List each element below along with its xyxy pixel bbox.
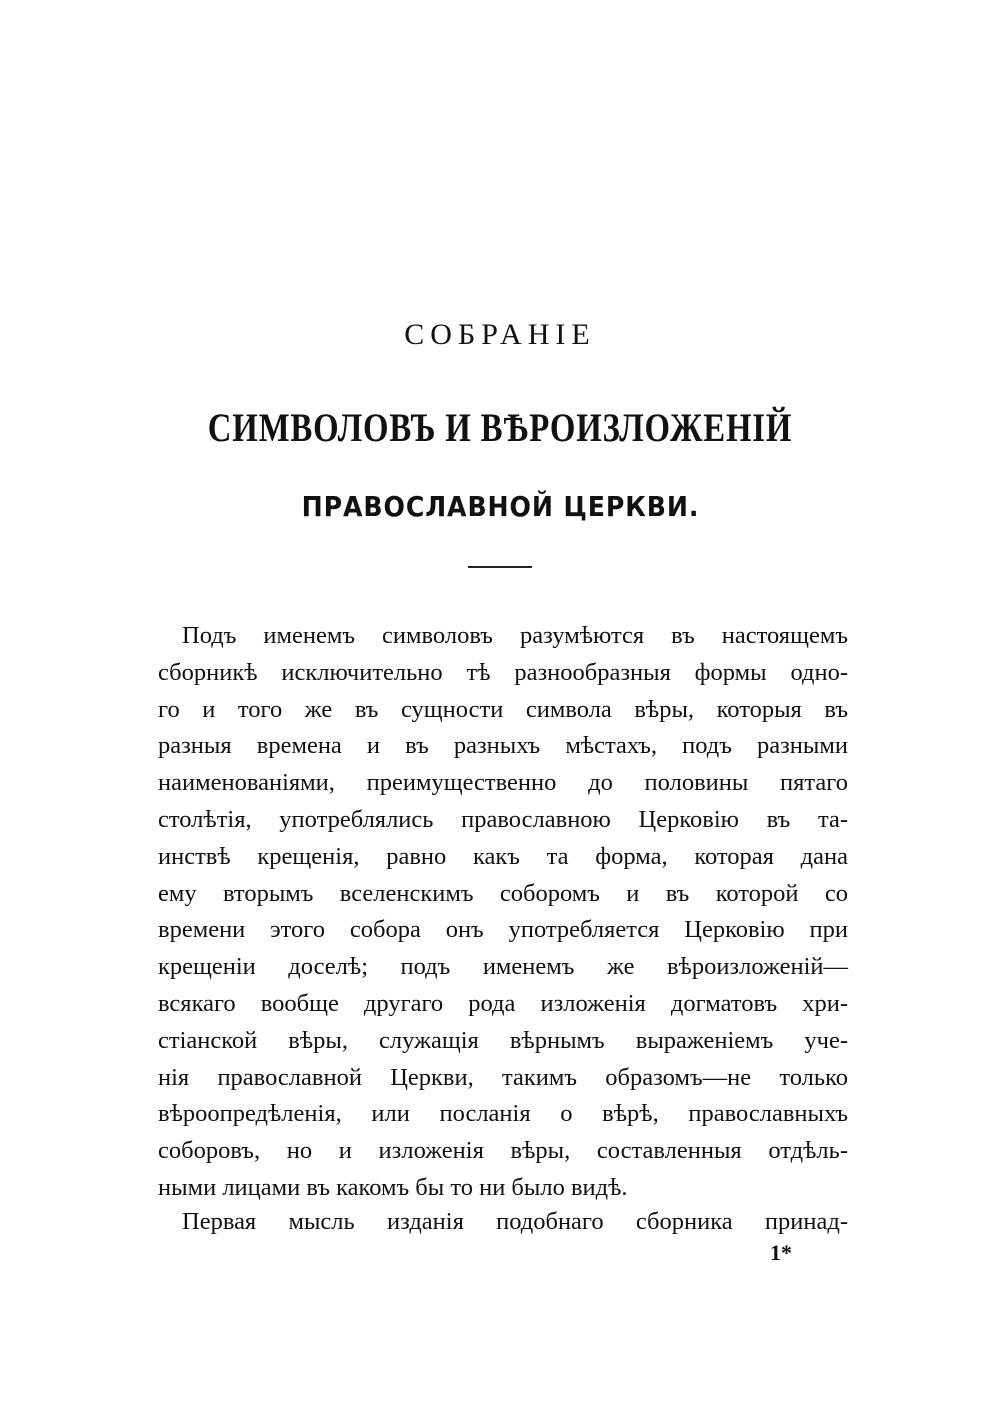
signature-mark: 1* xyxy=(770,1240,792,1265)
text-line: наименованіями, преимущественно до половины пятаго xyxy=(158,769,848,797)
text-line: всякаго вообще другаго рода изложенія догматовъ хри- xyxy=(158,989,848,1017)
text-line: ему вторымъ вселенскимъ соборомъ и въ которой со xyxy=(158,879,848,907)
paragraph-1 xyxy=(158,618,848,1207)
text-line: вѣроопредѣленія, или посланія о вѣрѣ, православныхъ xyxy=(158,1100,848,1128)
text-line: Первая мысль изданія подобнаго сборника принад- xyxy=(182,1208,848,1235)
text-line: нія православной Церкви, такимъ образомъ—не только xyxy=(158,1063,848,1091)
title-line-1: СОБРАНІЕ xyxy=(404,318,596,351)
title-divider-rule xyxy=(468,566,532,568)
title-line-2: СИМВОЛОВЪ И ВѢРОИЗЛОЖЕНІЙ xyxy=(207,405,793,450)
text-line: го и того же въ сущности символа вѣры, которыя въ xyxy=(158,695,848,723)
text-line: сборникѣ исключительно тѣ разнообразныя формы одно- xyxy=(158,658,848,686)
text-line: времени этого собора онъ употребляется Церковію при xyxy=(158,916,848,944)
paragraph-2 xyxy=(158,1204,848,1241)
text-line: ными лицами въ какомъ бы то ни было видѣ. xyxy=(158,1173,628,1201)
text-line: столѣтія, употреблялись православною Церковію въ та- xyxy=(158,805,848,833)
text-line: инствѣ крещенія, равно какъ та форма, которая дана xyxy=(158,842,848,870)
title-line-3: ПРАВОСЛАВНОЙ ЦЕРКВИ. xyxy=(301,490,700,523)
text-line: соборовъ, но и изложенія вѣры, составленныя отдѣль- xyxy=(158,1137,848,1165)
text-line: крещеніи доселѣ; подъ именемъ же вѣроизложеній— xyxy=(158,953,848,981)
text-line: стіанской вѣры, служащія вѣрнымъ выраженіемъ уче- xyxy=(158,1026,848,1054)
text-line: Подъ именемъ символовъ разумѣются въ настоящемъ xyxy=(182,622,848,649)
text-line: разныя времена и въ разныхъ мѣстахъ, подъ разными xyxy=(158,732,848,760)
